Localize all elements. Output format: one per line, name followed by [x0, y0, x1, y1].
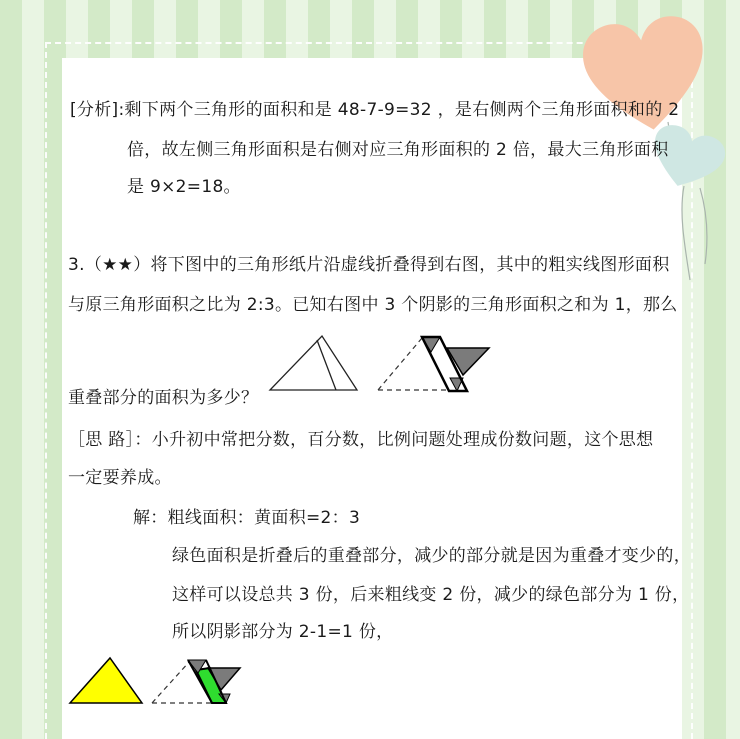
analysis-line: 是 9×2=18。 [127, 177, 241, 197]
solution-line: 解：粗线面积：黄面积=2：3 [133, 508, 361, 528]
hint-line: 一定要养成。 [68, 468, 172, 488]
hint-line: ［思 路］：小升初中常把分数，百分数，比例问题处理成份数问题，这个思想 [68, 430, 654, 450]
solution-line: 所以阴影部分为 2-1=1 份， [172, 622, 394, 642]
analysis-line: [分析]:剩下两个三角形的面积和是 48-7-9=32 ，是右侧两个三角形面积和的 2 [70, 100, 680, 120]
solution-line: 绿色面积是折叠后的重叠部分，减少的部分就是因为重叠才变少的， [172, 546, 691, 566]
fold-line [317, 340, 336, 390]
problem-original-triangle [270, 336, 357, 390]
problem-folded-figure [378, 337, 489, 391]
dashed-edge [152, 661, 190, 703]
original-triangle-outline [270, 336, 357, 390]
solution-folded-figure [152, 660, 240, 703]
problem-line: 3.（★★）将下图中的三角形纸片沿虚线折叠得到右图，其中的粗实线图形面积 [68, 255, 670, 275]
analysis-line: 倍，故左侧三角形面积是右侧对应三角形面积的 2 倍，最大三角形面积 [127, 140, 669, 160]
yellow-original-triangle [70, 658, 142, 703]
dashed-edge [378, 338, 422, 390]
solution-line: 这样可以设总共 3 份，后来粗线变 2 份，减少的绿色部分为 1 份， [172, 585, 690, 605]
problem-line: 与原三角形面积之比为 2:3。已知右图中 3 个阴影的三角形面积之和为 1，那么 [68, 295, 678, 315]
problem-line: 重叠部分的面积为多少？ [68, 388, 259, 408]
